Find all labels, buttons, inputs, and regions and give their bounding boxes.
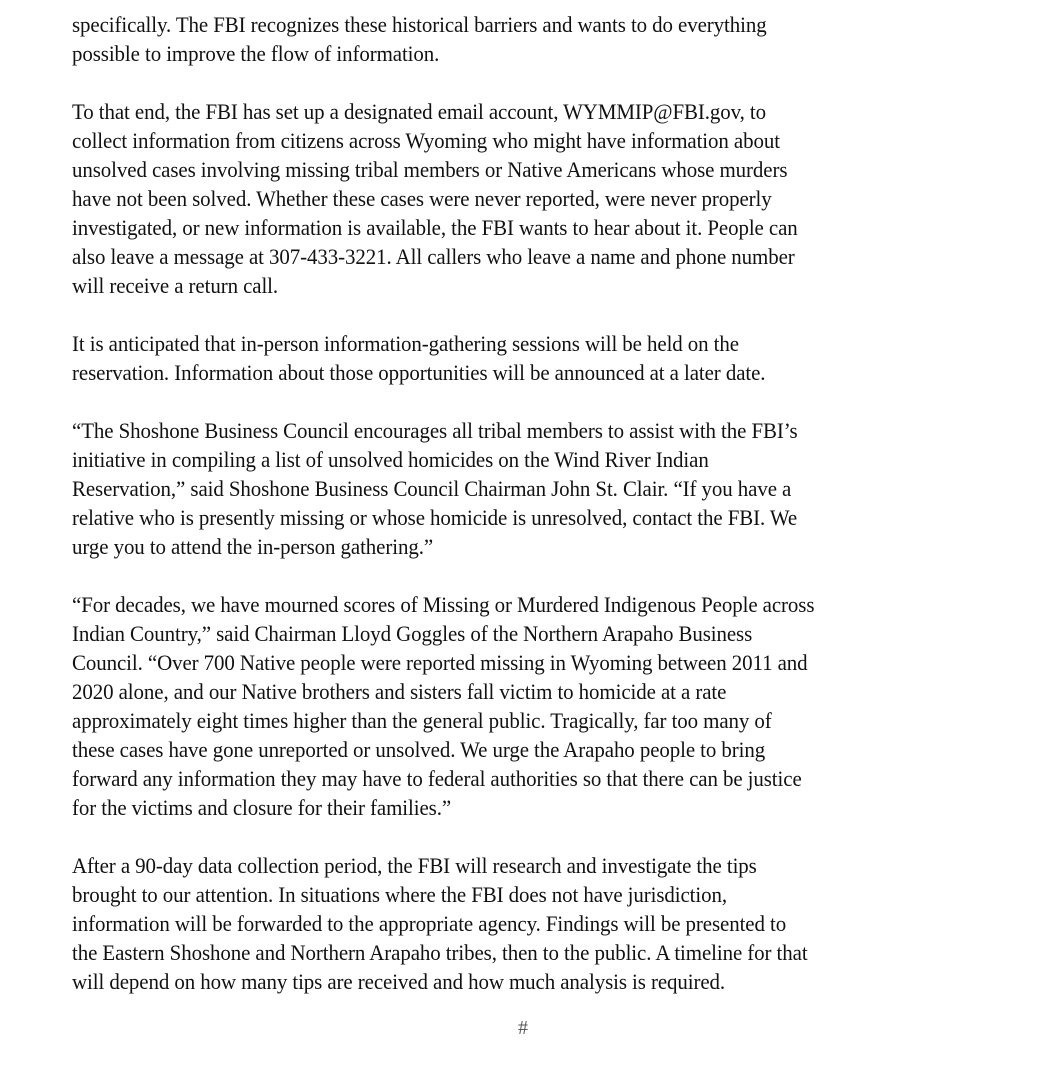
text-line: “The Shoshone Business Council encourages all tribal members to assist with the FBI’s [72,418,798,443]
text-line: Indian Country,” said Chairman Lloyd Goggles of the Northern Arapaho Business [72,621,753,646]
text-line: unsolved cases involving missing tribal members or Native Americans whose murders [72,157,788,182]
text-line: have not been solved. Whether these cases were never reported, were never properly [72,186,772,211]
text-line: these cases have gone unreported or unsolved. We urge the Arapaho people to bring [72,737,766,762]
text-line: will receive a return call. [72,273,279,298]
text-line: approximately eight times higher than the general public. Tragically, far too many of [72,708,772,733]
text-line: urge you to attend the in-person gathering.” [72,534,434,559]
text-line: collect information from citizens across Wyoming who might have information about [72,128,780,153]
text-line: specifically. The FBI recognizes these historical barriers and wants to do everything [72,12,767,37]
text-line: possible to improve the flow of information. [72,41,440,66]
text-line: relative who is presently missing or whose homicide is unresolved, contact the FBI. We [72,505,798,530]
text-line: 2020 alone, and our Native brothers and sisters fall victim to homicide at a rate [72,679,727,704]
paragraph-intro-continued [72,10,965,68]
text-line: information will be forwarded to the appropriate agency. Findings will be presented to [72,911,787,936]
text-line: will depend on how many tips are received and how much analysis is required. [72,969,726,994]
paragraph-shoshone-quote [72,416,965,561]
text-line: also leave a message at 307-433-3221. All callers who leave a name and phone number [72,244,795,269]
paragraph-in-person-sessions [72,329,965,387]
text-line: After a 90-day data collection period, the FBI will research and investigate the tips [72,853,757,878]
document-page [72,10,965,1025]
text-line: for the victims and closure for their families.” [72,795,452,820]
text-line: investigated, or new information is available, the FBI wants to hear about it. People can [72,215,798,240]
text-line: It is anticipated that in-person information-gathering sessions will be held on the [72,331,739,356]
paragraph-email-account [72,97,965,300]
text-line: Council. “Over 700 Native people were reported missing in Wyoming between 2011 and [72,650,808,675]
paragraph-arapaho-quote [72,590,965,822]
text-line: “For decades, we have mourned scores of Missing or Murdered Indigenous People across [72,592,815,617]
text-line: initiative in compiling a list of unsolved homicides on the Wind River Indian [72,447,709,472]
text-line: Reservation,” said Shoshone Business Council Chairman John St. Clair. “If you have a [72,476,792,501]
text-line: reservation. Information about those opportunities will be announced at a later date. [72,360,766,385]
paragraph-data-collection [72,851,965,996]
end-of-release-mark: # [518,1017,528,1039]
text-line: the Eastern Shoshone and Northern Arapaho tribes, then to the public. A timeline for that [72,940,808,965]
text-line: brought to our attention. In situations where the FBI does not have jurisdiction, [72,882,727,907]
text-line: To that end, the FBI has set up a designated email account, WYMMIP@FBI.gov, to [72,99,766,124]
text-line: forward any information they may have to federal authorities so that there can be justice [72,766,802,791]
